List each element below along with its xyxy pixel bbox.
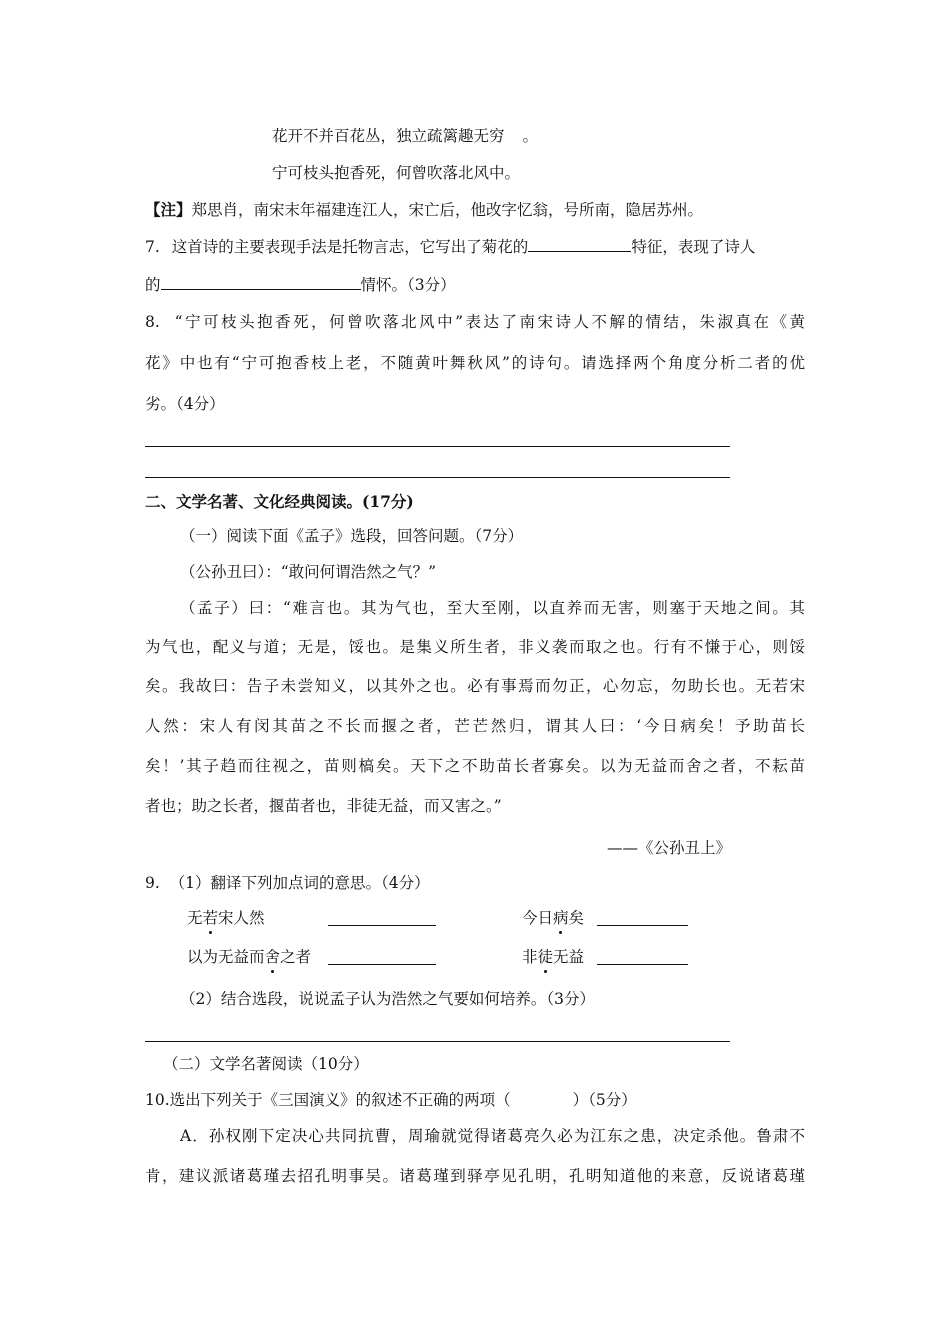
- q9-item-3-blank[interactable]: [328, 964, 436, 965]
- q9-part-2: （2）结合选段，说说孟子认为浩然之气要如何培养。（3分）: [180, 990, 595, 1008]
- dialogue-1: （公孙丑曰）：“敢问何谓浩然之气？”: [180, 563, 437, 581]
- q8-line-3: 劣。（4分）: [145, 395, 225, 413]
- q8-answer-line-1[interactable]: [145, 446, 730, 447]
- q9-item-3-post: 之者: [280, 948, 312, 966]
- q7-answer-blank-2[interactable]: [161, 273, 361, 290]
- q9-item-3: [187, 946, 311, 968]
- q10-text-a: 10.选出下列关于《三国演义》的叙述不正确的两项（: [145, 1091, 511, 1109]
- q7-text-b: 特征，表现了诗人: [631, 238, 756, 256]
- q8-line-1: [145, 311, 805, 333]
- q10-option-a-line-2: 肯，建议派诸葛瑾去招孔明事吴。诸葛瑾到驿亭见孔明，孔明知道他的来意，反说诸葛瑾: [145, 1167, 805, 1185]
- q7-line-2: [145, 273, 456, 296]
- q7-answer-blank-1[interactable]: [528, 235, 631, 252]
- q10-option-a-line-1: A．孙权刚下定决心共同抗曹，周瑜就觉得诸葛亮久必为江东之患，决定杀他。鲁肃不: [180, 1127, 805, 1145]
- passage-line-4: 人然：宋人有闵其苗之不长而揠之者，芒芒然归，谓其人曰：‘今日病矣！予助苗长: [145, 717, 805, 735]
- part-2-title: （二）文学名著阅读（10分）: [163, 1055, 369, 1073]
- q9-number: 9.: [145, 874, 160, 892]
- q9-item-2-post: 矣: [568, 909, 585, 927]
- passage-line-6: 者也；助之长者，揠苗者也，非徒无益，而又害之。”: [145, 797, 502, 815]
- q9-part-1-text: （1）翻译下列加点词的意思。（4分）: [169, 874, 430, 892]
- q7-text-c: 的: [145, 276, 161, 294]
- q9-item-4-dotted-word: 徒: [537, 948, 554, 966]
- passage-line-2: 为气也，配义与道；无是，馁也。是集义所生者，非义袭而取之也。行有不慊于心，则馁: [145, 638, 805, 656]
- q9-item-4-pre: 非: [522, 948, 538, 966]
- passage-line-5: 矣！’其子趋而往视之，苗则槁矣。天下之不助苗长者寡矣。以为无益而舍之者，不耘苗: [145, 757, 805, 775]
- note-bracket: 【注】: [145, 200, 192, 219]
- poem-line-2: 宁可枝头抱香死，何曾吹落北风中。: [272, 164, 521, 182]
- poem-line-1: [272, 125, 538, 147]
- q9-item-4-post: 无益: [553, 948, 585, 966]
- q10-line: [145, 1089, 637, 1111]
- poem-line-1-end: 。: [522, 127, 539, 145]
- passage-line-3: 矣。我故曰：告子未尝知义，以其外之也。必有事焉而勿正，心勿忘，勿助长也。无若宋: [145, 677, 805, 695]
- q10-text-b: ）（5分）: [572, 1091, 637, 1109]
- note-text: 郑思肖，南宋末年福建连江人，宋亡后，他改字忆翁，号所南，隐居苏州。: [191, 201, 704, 219]
- q9-item-1-pre: 无: [187, 909, 203, 927]
- q9-part-1: [145, 872, 430, 894]
- q8-line-2: 花》中也有“宁可抱香枝上老，不随黄叶舞秋风”的诗句。请选择两个角度分析二者的优: [145, 354, 805, 372]
- q8-answer-line-2[interactable]: [145, 477, 730, 478]
- section-2-heading: 二、文学名著、文化经典阅读。(17分): [145, 492, 414, 511]
- q9-item-3-pre: 以为无益而: [187, 948, 265, 966]
- q9-item-2-pre: 今日: [522, 909, 554, 927]
- passage-line-1: （孟子）曰：“难言也。其为气也，至大至刚，以直养而无害，则塞于天地之间。其: [180, 599, 805, 617]
- q9-item-2-dotted-word: 病: [553, 909, 569, 927]
- q8-number: 8.: [145, 313, 160, 331]
- q9-item-2-blank[interactable]: [597, 925, 688, 926]
- q7-number: 7.: [145, 238, 160, 256]
- q9-answer-line[interactable]: [145, 1041, 730, 1042]
- q9-item-4-blank[interactable]: [597, 964, 688, 965]
- note-line: [145, 199, 703, 221]
- part-1-intro: （一）阅读下面《孟子》选段，回答问题。（7分）: [180, 527, 524, 545]
- poem-line-1-text: 花开不并百花丛，独立疏篱趣无穷: [272, 127, 505, 145]
- q9-item-1-dotted-word: 若: [202, 909, 219, 927]
- q9-item-3-dotted-word: 舍: [264, 948, 281, 966]
- q8-text-1: “宁可枝头抱香死，何曾吹落北风中”表达了南宋诗人不解的情结，朱淑真在《黄: [174, 313, 805, 331]
- q7-line-1: [145, 235, 755, 258]
- q9-item-4: [522, 946, 584, 968]
- q9-item-1-blank[interactable]: [328, 925, 436, 926]
- q7-text-a: 这首诗的主要表现手法是托物言志，它写出了菊花的: [171, 238, 529, 256]
- q9-item-1-post: 宋人然: [218, 909, 265, 927]
- passage-source: ——《公孙丑上》: [607, 839, 732, 857]
- q9-item-1: [187, 907, 265, 929]
- q9-item-2: [522, 907, 584, 929]
- q7-text-d: 情怀。（3分）: [360, 276, 456, 294]
